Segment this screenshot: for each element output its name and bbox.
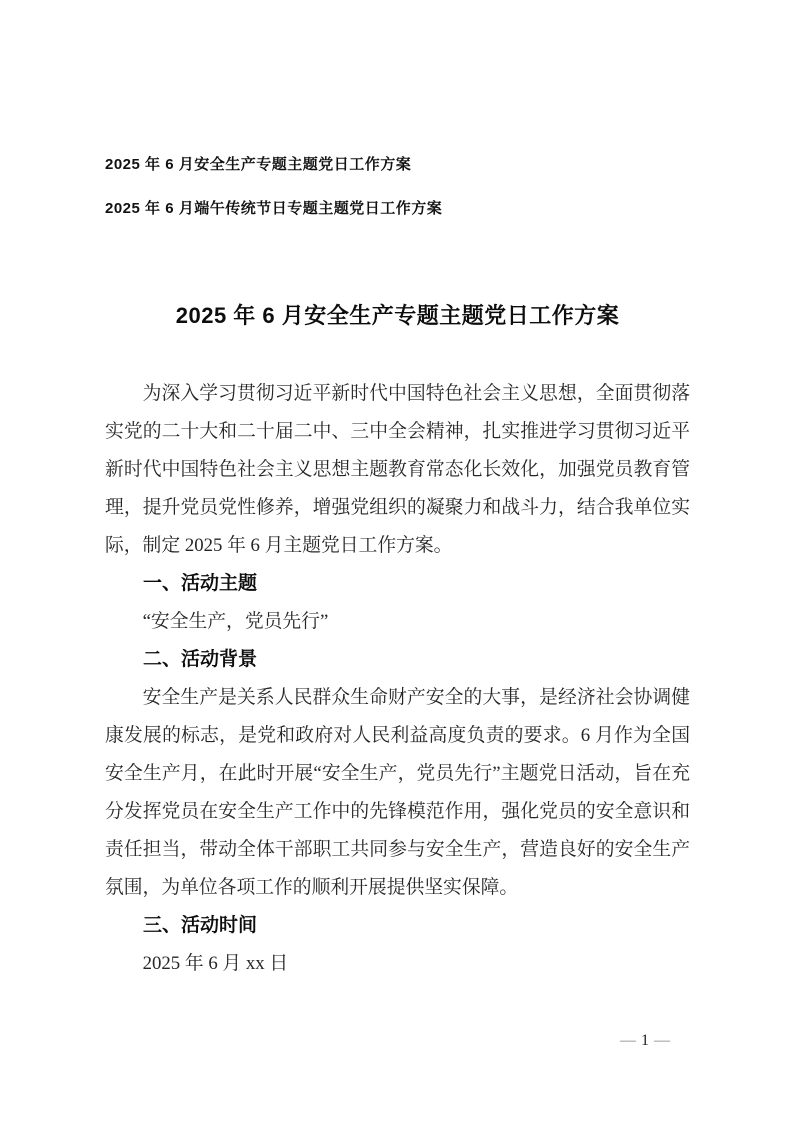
page-number: 1 <box>641 1032 649 1049</box>
document-body <box>105 375 690 983</box>
page-number-dash-right: — <box>654 1032 670 1049</box>
section-heading-activity-theme: 一、活动主题 <box>143 573 258 594</box>
reference-title-1: 2025 年 6 月安全生产专题主题党日工作方案 <box>105 156 412 173</box>
reference-list <box>105 154 690 220</box>
page-number-dash-left: — <box>620 1032 636 1049</box>
activity-background-text: 安全生产是关系人民群众生命财产安全的大事，是经济社会协调健康发展的标志，是党和政府对人民利益高度负责的要求。6 月作为全国安全生产月，在此时开展“安全生产，党员先行”主题党日活动，旨在充分发挥党员在安全生产工作中的先锋模范作用，强化党员的安全意识和责任担当，带动全体干部职工共同参与安全生产，营造良好的安全生产氛围，为单位各项工作的顺利开展提供坚实保障。 <box>105 687 690 898</box>
intro-paragraph: 为深入学习贯彻习近平新时代中国特色社会主义思想，全面贯彻落实党的二十大和二十届二中、三中全会精神，扎实推进学习贯彻习近平新时代中国特色社会主义思想主题教育常态化长效化，加强党员教育管理，提升党员党性修养，增强党组织的凝聚力和战斗力，结合我单位实际，制定 2025 年 6 月主题党日工作方案。 <box>105 383 690 556</box>
section-heading-activity-time: 三、活动时间 <box>143 915 258 936</box>
section-heading-activity-background: 二、活动背景 <box>143 649 258 670</box>
reference-title-2: 2025 年 6 月端午传统节日专题主题党日工作方案 <box>105 200 443 217</box>
page-title: 2025 年 6 月安全生产专题主题党日工作方案 <box>175 303 620 328</box>
activity-time-text: 2025 年 6 月 xx 日 <box>142 953 289 974</box>
activity-theme-text: “安全生产，党员先行” <box>142 611 329 632</box>
page-number-block <box>615 1030 675 1052</box>
